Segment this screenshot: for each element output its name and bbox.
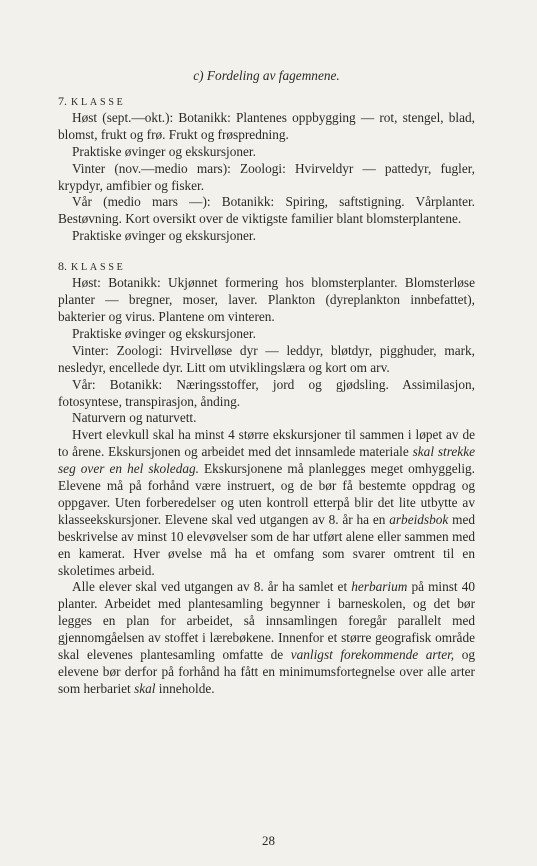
klasse-8-heading [58, 259, 475, 275]
klasse-7-paragraph: Høst (sept.—okt.): Botanikk: Plantenes oppbygging — rot, stengel, blad, blomst, frukt og frø. Frukt og frøspredning. [58, 109, 475, 142]
klasse-8-section [58, 259, 475, 427]
emphasis-text: vanligst forekommende arter, [290, 647, 455, 663]
body-paragraph-excursions [58, 427, 475, 579]
klasse-7-label: KLASSE [71, 96, 126, 108]
klasse-8-paragraph: Vinter: Zoologi: Hvirvelløse dyr — leddyr, bløtdyr, pigghuder, mark, nesledyr, encellede dyr. Litt om utviklingslæra og kort om arv. [58, 342, 475, 375]
klasse-8-label: KLASSE [71, 262, 126, 274]
body-text: Ekskursjonene må planlegges meget omhyggelig. Elevene må på forhånd være instruert, og de bør få bestemte oppdrag og oppgaver. Uten forberedelser og uten kontroll etterpå blir det lite utbytte av klasseekskursjoner. Elevene skal ved utgangen av 8. år ha en [58, 461, 475, 527]
emphasis-text: skal [134, 680, 156, 696]
page-number: 28 [262, 833, 275, 848]
body-text: inneholde. [155, 680, 215, 696]
klasse-8-number: 8. [58, 259, 67, 274]
klasse-7-number: 7. [58, 93, 67, 108]
body-text: på minst 40 planter. Arbeidet med plantesamling begynner i barneskolen, og det bør legges en plan for arbeidet, så innsamlingen foregår parallelt med gjennomgåelsen av stoffet i lærebøkene. Innenfor et større geografisk område skal elevenes plantesamling omfatte de [58, 579, 475, 663]
klasse-7-paragraph: Vinter (nov.—medio mars): Zoologi: Hvirveldyr — pattedyr, fugler, krypdyr, amfibier og fisker. [58, 160, 475, 193]
section-heading: c) Fordeling av fagemnene. [193, 68, 340, 83]
klasse-8-paragraph: Vår: Botanikk: Næringsstoffer, jord og gjødsling. Assimilasjon, fotosyntese, transpirasjon, ånding. [58, 376, 475, 409]
klasse-7-paragraph: Praktiske øvinger og ekskursjoner. [72, 228, 256, 244]
klasse-8-paragraph: Høst: Botanikk: Ukjønnet formering hos blomsterplanter. Blomsterløse planter — bregner, moser, laver. Plankton (dyreplankton innbefattet), bakterier og virus. Plantene om vinteren. [58, 275, 475, 324]
klasse-8-paragraph: Naturvern og naturvett. [72, 410, 197, 426]
emphasis-text: herbarium [351, 579, 408, 595]
body-text: med beskrivelse av minst 10 elevøvelser som de har utført alene eller sammen med en kamerat. Hver øvelse må ha et omfang som svarer omtrent til en skoletimes arbeid. [58, 511, 476, 578]
klasse-7-heading [58, 94, 475, 110]
body-text: Alle elever skal ved utgangen av 8. år ha samlet et [72, 579, 352, 595]
body-text: Hvert elevkull skal ha minst 4 større ekskursjoner til sammen i løpet av de to årene. Ekskursjonen og arbeidet med det innsamlede materiale [58, 427, 475, 460]
klasse-7-paragraph: Vår (medio mars —): Botanikk: Spiring, saftstigning. Vårplanter. Bestøvning. Kort oversikt over de viktigste familier blant blomsterplantene. [58, 194, 475, 227]
klasse-8-paragraph: Praktiske øvinger og ekskursjoner. [72, 325, 256, 341]
body-paragraph-herbarium [58, 579, 475, 697]
emphasis-text: skal strekke seg over en hel skoledag. [58, 444, 476, 477]
klasse-7-section [58, 94, 475, 245]
body-text: og elevene bør derfor på forhånd ha fått en minimumsfortegnelse over alle arter som herbariet [58, 647, 475, 696]
emphasis-text: arbeidsbok [389, 511, 449, 527]
klasse-7-paragraph: Praktiske øvinger og ekskursjoner. [72, 143, 256, 159]
document-page [58, 68, 475, 698]
